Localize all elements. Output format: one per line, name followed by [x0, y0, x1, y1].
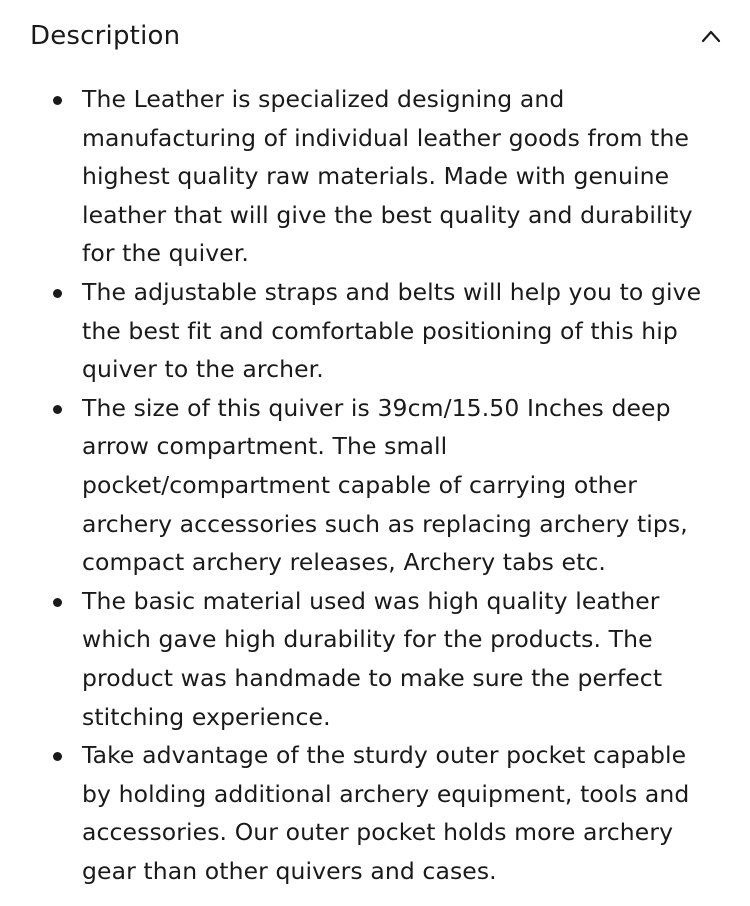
chevron-up-icon[interactable]	[700, 27, 722, 45]
bullet-dot-icon	[53, 752, 62, 761]
description-bullet-list	[0, 80, 750, 890]
description-bullet	[0, 736, 750, 890]
bullet-text: The size of this quiver is 39cm/15.50 Inches deep arrow compartment. The small pocket/compartment capable of carrying other archery accessories such as replacing archery tips, compact archery releases, Archery tabs etc.	[82, 393, 688, 577]
bullet-text: The Leather is specialized designing and manufacturing of individual leather goods from the highest quality raw materials. Made with genuine leather that will give the best quality and durability for the quiver.	[82, 85, 693, 268]
bullet-dot-icon	[53, 96, 62, 105]
description-accordion-header[interactable]	[0, 0, 750, 76]
bullet-dot-icon	[53, 405, 62, 414]
section-title: Description	[30, 21, 181, 51]
description-bullet	[0, 582, 750, 736]
bullet-dot-icon	[53, 598, 62, 607]
bullet-text: The adjustable straps and belts will help you to give the best fit and comfortable positioning of this hip quiver to the archer.	[82, 277, 702, 384]
bullet-text: The basic material used was high quality leather which gave high durability for the products. The product was handmade to make sure the perfect stitching experience.	[82, 586, 663, 731]
bullet-text: Take advantage of the sturdy outer pocket capable by holding additional archery equipment, tools and accessories. Our outer pocket holds more archery gear than other quivers and cases.	[82, 741, 690, 885]
description-bullet	[0, 80, 750, 273]
bullet-dot-icon	[53, 289, 62, 298]
description-bullet	[0, 273, 750, 389]
description-bullet	[0, 389, 750, 582]
